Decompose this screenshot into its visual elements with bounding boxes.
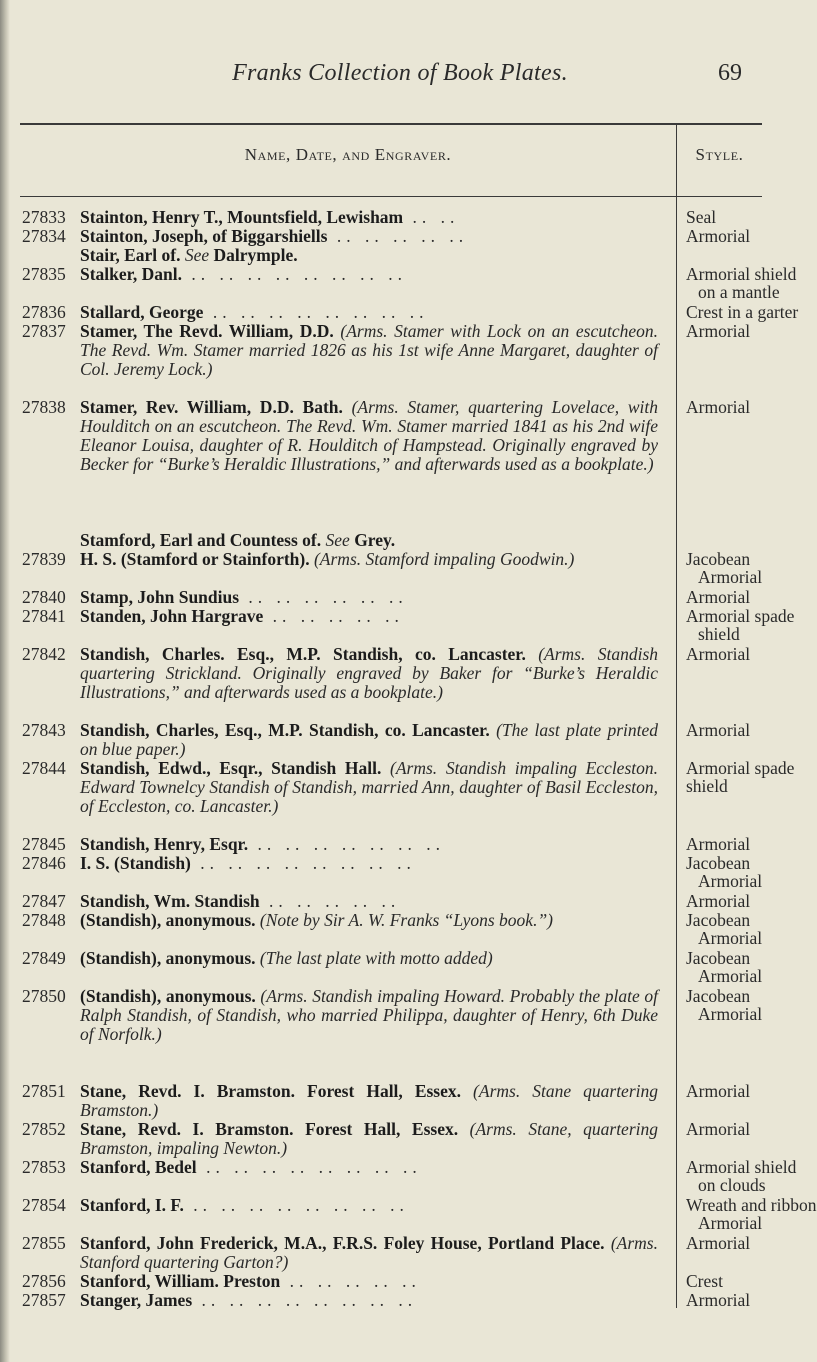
- style-line: Jacobean: [686, 853, 751, 873]
- entry-style: [686, 1272, 798, 1290]
- entry-text: [80, 645, 658, 702]
- cross-reference: Grey.: [354, 530, 396, 550]
- entry-text: [80, 398, 658, 474]
- entry-number: 27856: [22, 1271, 66, 1291]
- entry-number: 27854: [22, 1195, 66, 1215]
- entry-name: (Standish), anonymous.: [80, 948, 256, 968]
- entry-style: [686, 892, 798, 910]
- entry-text: Stanford, I. F. .. .. .. .. .. .. .. ..: [80, 1195, 409, 1215]
- style-line: Armorial: [698, 1004, 763, 1024]
- entry-style: [686, 854, 798, 890]
- style-line: Armorial spade: [686, 606, 795, 626]
- entry-name: Stamer, Rev. William, D.D. Bath.: [80, 397, 343, 417]
- column-header-style: Style.: [695, 145, 744, 164]
- entry-text: [80, 911, 658, 930]
- entry-text: [80, 987, 658, 1044]
- style-line: Armorial: [686, 1081, 751, 1101]
- entry-text: [80, 759, 658, 816]
- entry-style: [686, 911, 798, 947]
- entry-name: Standish, Henry, Esqr.: [80, 834, 249, 854]
- style-line: Jacobean: [686, 549, 751, 569]
- entry-text: Standen, John Hargrave .. .. .. .. ..: [80, 606, 404, 626]
- entry-text: [80, 531, 658, 550]
- entry-text: [80, 949, 658, 968]
- entry-text: [80, 550, 658, 569]
- entry-style: [686, 398, 798, 416]
- entry-number: 27855: [22, 1233, 66, 1253]
- entry-number: 27845: [22, 834, 66, 854]
- style-line: Armorial: [686, 1233, 751, 1253]
- entry-number: 27846: [22, 853, 66, 873]
- entry-text: Stanford, Bedel .. .. .. .. .. .. .. ..: [80, 1157, 422, 1177]
- style-line: Crest in a garter: [686, 302, 799, 322]
- page-header: [0, 60, 800, 90]
- entry-note: (Arms. Standish impaling Eccleston. Edward Townelcy Standish of Standish, married Ann, daughter of Basil Eccleston, of Eccleston, co. Lancaster.): [80, 758, 658, 816]
- entry-number: 27844: [22, 758, 66, 778]
- entry-name: Stair, Earl of.: [80, 245, 181, 265]
- entry-text: Stalker, Danl. .. .. .. .. .. .. .. ..: [80, 264, 407, 284]
- style-line: Armorial spade: [686, 758, 795, 778]
- entry-number: 27853: [22, 1157, 66, 1177]
- entry-text: [80, 1082, 658, 1120]
- entry-style: [686, 1158, 798, 1194]
- entry-style: [686, 721, 798, 739]
- entry-note: (Note by Sir A. W. Franks “Lyons book.”): [259, 910, 554, 930]
- style-line: on a mantle: [698, 282, 780, 302]
- style-line: Jacobean: [686, 910, 751, 930]
- entry-name: Stallard, George: [80, 302, 204, 322]
- style-line: Armorial: [698, 1213, 763, 1233]
- entry-number: 27837: [22, 321, 66, 341]
- entry-text: [80, 1234, 658, 1272]
- entry-number: 27857: [22, 1290, 66, 1310]
- style-line: Crest: [686, 1271, 723, 1291]
- entry-note: (Arms. Standish impaling Howard. Probably the plate of Ralph Standish, of Standish, who married Philippa, daughter of Henry, 6th Duke of Norfolk.): [80, 986, 659, 1044]
- entry-name: Stanford, Bedel: [80, 1157, 197, 1177]
- entry-style: [686, 1120, 798, 1138]
- entry-number: 27851: [22, 1081, 66, 1101]
- style-line: Armorial shield: [686, 1157, 797, 1177]
- entry-note: See: [325, 530, 350, 550]
- running-title: Franks Collection of Book Plates.: [232, 60, 568, 86]
- entry-name: Stanford, William. Preston: [80, 1271, 281, 1291]
- entry-note: (Arms. Standish quartering Strickland. Originally engraved by Baker for “Burke’s Heraldic Illustrations,” and afterwards used as a bookplate.): [80, 644, 659, 702]
- entry-style: [686, 835, 798, 853]
- entry-number: 27833: [22, 207, 66, 227]
- entry-text: [80, 721, 658, 759]
- entry-name: Stamp, John Sundius: [80, 587, 240, 607]
- entry-style: [686, 1082, 798, 1100]
- column-header-name: Name, Date, and Engraver.: [244, 145, 452, 164]
- style-line: Armorial: [686, 644, 751, 664]
- entry-style: [686, 1234, 798, 1252]
- cross-reference: Dalrymple.: [213, 245, 298, 265]
- entry-style: [686, 645, 798, 663]
- entry-name: (Standish), anonymous.: [80, 910, 256, 930]
- entry-text: Stanford, William. Preston .. .. .. .. ..: [80, 1271, 421, 1291]
- entry-note: (The last plate with motto added): [259, 948, 493, 968]
- entry-note: See: [184, 245, 210, 265]
- entry-name: Stane, Revd. I. Bramston. Forest Hall, Essex.: [80, 1081, 462, 1101]
- entry-style: [686, 1195, 817, 1233]
- entry-note: (Arms. Stanford quartering Garton?): [80, 1233, 658, 1272]
- entry-name: Stanford, I. F.: [80, 1195, 184, 1215]
- entry-name: Standish, Edwd., Esqr., Standish Hall.: [80, 758, 382, 778]
- header-rule: [20, 196, 762, 197]
- entry-number: 27838: [22, 397, 66, 417]
- entry-style: [686, 949, 798, 985]
- entry-style: [686, 303, 798, 321]
- entry-name: Stanford, John Frederick, M.A., F.R.S. Foley House, Portland Place.: [80, 1233, 605, 1253]
- entry-style: [686, 227, 798, 245]
- page-binding-edge: [0, 0, 10, 1362]
- entry-number: 27852: [22, 1119, 66, 1139]
- entry-number: 27839: [22, 549, 66, 569]
- entry-style: [686, 265, 798, 301]
- entry-name: Stalker, Danl.: [80, 264, 182, 284]
- style-line: Wreath and ribbon: [686, 1195, 817, 1215]
- entry-style: [686, 759, 798, 795]
- entry-note: (Arms. Stane quartering Bramston.): [80, 1081, 658, 1120]
- style-line: Armorial shield: [686, 264, 797, 284]
- style-line: Armorial: [686, 720, 751, 740]
- entry-note: (The last plate printed on blue paper.): [80, 720, 659, 759]
- style-line: Jacobean: [686, 986, 751, 1006]
- entry-name: Stainton, Joseph, of Biggarshiells: [80, 226, 328, 246]
- entry-text: [80, 1120, 658, 1158]
- entry-style: [686, 550, 798, 586]
- entry-text: Standish, Henry, Esqr. .. .. .. .. .. .. ..: [80, 834, 445, 854]
- entry-number: 27842: [22, 644, 66, 664]
- entry-name: Stainton, Henry T., Mountsfield, Lewisham: [80, 207, 404, 227]
- style-line: Jacobean: [686, 948, 751, 968]
- style-line: on clouds: [698, 1175, 766, 1195]
- entry-note: (Arms. Stamford impaling Goodwin.): [313, 549, 575, 569]
- entry-text: [80, 246, 658, 265]
- style-line: Armorial: [686, 891, 751, 911]
- style-line: Armorial: [686, 834, 751, 854]
- entry-name: Stanger, James: [80, 1290, 193, 1310]
- entry-style: [686, 607, 798, 643]
- entry-text: Standish, Wm. Standish .. .. .. .. ..: [80, 891, 401, 911]
- entry-name: Standish, Wm. Standish: [80, 891, 260, 911]
- entry-number: 27834: [22, 226, 66, 246]
- entry-text: [80, 322, 658, 379]
- entry-text: Stallard, George .. .. .. .. .. .. .. ..: [80, 302, 429, 322]
- style-line: Seal: [686, 207, 717, 227]
- entry-name: Standish, Charles, Esq., M.P. Standish, co. Lancaster.: [80, 720, 490, 740]
- entry-number: 27840: [22, 587, 66, 607]
- entry-note: (Arms. Stamer, quartering Lovelace, with Houlditch on an escutcheon. The Revd. Wm. Stamer married 1841 as his 2nd wife Eleanor Louisa, daughter of R. Houlditch of Hampstead. Originally engraved by Becker for “Burke’s Heraldic Illustrations,” and afterwards used as a bookplate.): [80, 397, 658, 474]
- style-line: Armorial: [698, 871, 763, 891]
- entry-name: Standen, John Hargrave: [80, 606, 264, 626]
- entry-name: H. S. (Stamford or Stainforth).: [80, 549, 310, 569]
- style-line: Armorial: [686, 321, 751, 341]
- entry-number: 27850: [22, 986, 66, 1006]
- style-line: Armorial: [698, 928, 763, 948]
- entry-text: I. S. (Standish) .. .. .. .. .. .. .. ..: [80, 853, 416, 873]
- entry-text: Stamp, John Sundius .. .. .. .. .. ..: [80, 587, 408, 607]
- entry-name: Stane, Revd. I. Bramston. Forest Hall, Essex.: [80, 1119, 459, 1139]
- entry-number: 27835: [22, 264, 66, 284]
- entry-note: (Arms. Stane, quartering Bramston, impaling Newton.): [80, 1119, 658, 1158]
- entry-number: 27843: [22, 720, 66, 740]
- entry-style: [686, 1291, 798, 1309]
- style-line: shield: [698, 624, 740, 644]
- style-line: Armorial: [698, 966, 763, 986]
- entry-style: [686, 208, 798, 226]
- entry-name: (Standish), anonymous.: [80, 986, 256, 1006]
- entry-name: Stamer, The Revd. William, D.D.: [80, 321, 334, 341]
- entry-style: [686, 987, 798, 1023]
- column-divider: [676, 124, 677, 1308]
- entry-style: [686, 322, 798, 340]
- style-line: Armorial: [686, 1119, 751, 1139]
- style-line: Armorial: [686, 226, 751, 246]
- entry-style: [686, 588, 798, 606]
- entry-text: Stainton, Joseph, of Biggarshiells .. .. .. .. ..: [80, 226, 469, 246]
- entry-text: Stanger, James .. .. .. .. .. .. .. ..: [80, 1290, 418, 1310]
- entry-number: 27841: [22, 606, 66, 626]
- style-line: Armorial: [698, 567, 763, 587]
- style-line: Armorial: [686, 587, 751, 607]
- entry-name: Stamford, Earl and Countess of.: [80, 530, 322, 550]
- entry-name: Standish, Charles. Esq., M.P. Standish, co. Lancaster.: [80, 644, 526, 664]
- entry-number: 27847: [22, 891, 66, 911]
- style-line: shield: [686, 776, 728, 796]
- entry-name: I. S. (Standish): [80, 853, 191, 873]
- style-line: Armorial: [686, 1290, 751, 1310]
- entry-number: 27848: [22, 910, 66, 930]
- style-line: Armorial: [686, 397, 751, 417]
- entry-number: 27849: [22, 948, 66, 968]
- page-number: 69: [718, 60, 742, 86]
- entry-note: (Arms. Stamer with Lock on an escutcheon. The Revd. Wm. Stamer married 1826 as his 1st wife Anne Margaret, daughter of Col. Jeremy Lock.): [80, 321, 658, 379]
- top-rule: [20, 123, 762, 125]
- entry-text: Stainton, Henry T., Mountsfield, Lewisham .. ..: [80, 207, 460, 227]
- entry-number: 27836: [22, 302, 66, 322]
